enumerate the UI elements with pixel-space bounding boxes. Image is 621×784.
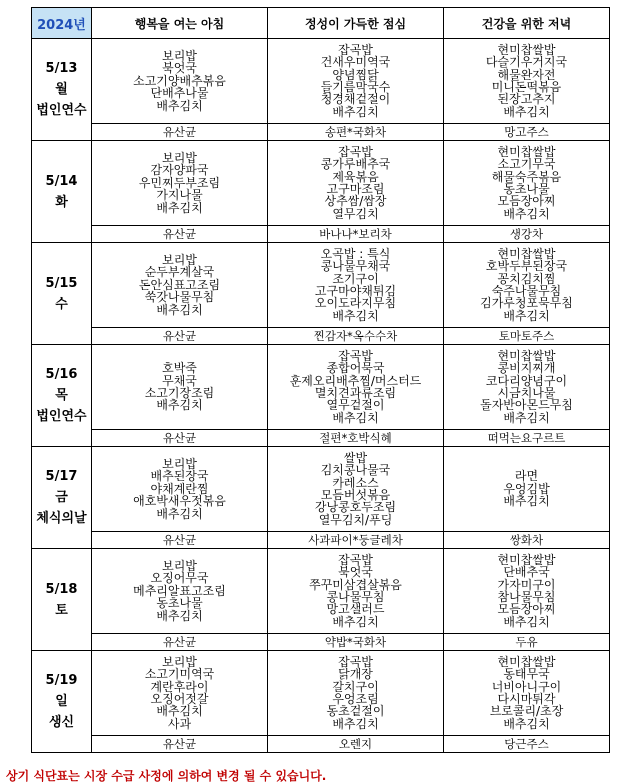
snack-cell: 쌍화차	[444, 532, 610, 549]
snack-cell: 약밥*국화차	[268, 634, 444, 651]
lunch-item: 조기구이	[332, 271, 379, 286]
day-note: 법인연수	[36, 103, 87, 118]
dinner-item: 다슬기우거지국	[485, 55, 568, 70]
breakfast-item: 쑥갓나물무침	[144, 290, 215, 305]
dinner-header: 건강을 위한 저녁	[444, 8, 610, 39]
day-row	[32, 39, 610, 124]
breakfast-item: 계란후라이	[150, 679, 209, 694]
day-weekday: 수	[55, 296, 68, 312]
breakfast-item: 애호박새우젓볶음	[133, 494, 226, 509]
breakfast-item: 배추된장국	[150, 469, 209, 484]
lunch-cell	[268, 243, 444, 328]
breakfast-item: 감자양파국	[150, 163, 209, 178]
lunch-item: 콩가루배추국	[320, 157, 391, 172]
lunch-item: 고구마조림	[326, 182, 385, 196]
dinner-item: 현미찹쌀밥	[497, 348, 556, 363]
dinner-item: 현미찹쌀밥	[497, 552, 556, 567]
lunch-item: 카레소스	[332, 475, 379, 490]
snack-cell: 오렌지	[268, 736, 444, 753]
dinner-item: 배추김치	[503, 716, 550, 731]
snack-cell: 떠먹는요구르트	[444, 430, 610, 447]
lunch-item: 닭개장	[338, 667, 373, 682]
dinner-item: 현미찹쌀밥	[497, 42, 556, 57]
dinner-item: 꽁치김치찜	[497, 271, 556, 286]
dinner-item: 현미찹쌀밥	[497, 246, 556, 261]
lunch-cell	[268, 141, 444, 226]
dinner-item: 시금치나물	[497, 386, 556, 400]
dinner-item: 소고기무국	[497, 157, 556, 172]
day-note: 체식의날	[36, 511, 87, 526]
menu-body	[32, 39, 610, 753]
breakfast-item: 보리밥	[162, 150, 197, 165]
day-row	[32, 345, 610, 430]
lunch-item: 열무김치	[332, 206, 379, 221]
lunch-item: 강낭콩호두조림	[314, 500, 397, 515]
day-date: 5/19	[45, 673, 78, 688]
dinner-item: 너비아니구이	[491, 679, 562, 694]
snack-cell: 유산균	[92, 328, 268, 345]
breakfast-item: 배추김치	[156, 302, 203, 317]
day-row	[32, 243, 610, 328]
breakfast-item: 보리밥	[162, 558, 197, 573]
dinner-item: 모듬장아찌	[497, 194, 556, 209]
lunch-item: 콩나물무채국	[320, 259, 391, 274]
footer-note: 상기 식단표는 시장 수급 사정에 의하여 변경 될 수 있습니다.	[6, 769, 327, 783]
snack-row	[32, 430, 610, 447]
breakfast-item: 단배추나물	[150, 86, 209, 101]
day-note: 생신	[48, 715, 75, 730]
day-row	[32, 141, 610, 226]
lunch-item: 우엉조림	[332, 692, 379, 706]
lunch-item: 쌀밥	[343, 450, 368, 465]
day-cell	[32, 243, 92, 345]
snack-cell: 송편*국화차	[268, 124, 444, 141]
lunch-item: 쭈꾸미삼겹살볶음	[309, 577, 402, 592]
lunch-cell	[268, 651, 444, 736]
breakfast-cell	[92, 549, 268, 634]
dinner-item: 코다리양념구이	[485, 373, 568, 388]
breakfast-item: 무채국	[162, 373, 197, 388]
dinner-item: 숙주나물무침	[491, 284, 562, 298]
breakfast-item: 보리밥	[162, 252, 197, 267]
breakfast-cell	[92, 447, 268, 532]
lunch-item: 배추김치	[332, 308, 379, 323]
day-date: 5/18	[45, 581, 78, 597]
dinner-item: 된장고추지	[497, 92, 556, 107]
lunch-item: 건새우미역국	[320, 55, 391, 70]
dinner-cell	[444, 447, 610, 532]
lunch-item: 들기름막국수	[320, 80, 391, 94]
lunch-item: 망고샐러드	[326, 602, 385, 617]
dinner-item: 동초나물	[503, 182, 550, 196]
breakfast-cell	[92, 141, 268, 226]
lunch-item: 잡곡밥	[338, 552, 373, 567]
breakfast-item: 돈안심표고조림	[138, 277, 221, 292]
dinner-item: 해물숙주볶음	[491, 169, 562, 184]
dinner-cell	[444, 345, 610, 430]
dinner-item: 우엉김밥	[503, 481, 550, 496]
breakfast-cell	[92, 345, 268, 430]
snack-cell: 유산균	[92, 634, 268, 651]
dinner-item: 돌자반아몬드무침	[480, 398, 573, 413]
lunch-item: 김치콩나물국	[320, 463, 391, 478]
snack-cell: 당근주스	[444, 736, 610, 753]
dinner-item: 단배추국	[503, 565, 550, 580]
breakfast-item: 오징어무국	[150, 571, 209, 586]
dinner-item: 배추김치	[503, 104, 550, 119]
lunch-item: 오이도라지무침	[314, 296, 397, 311]
lunch-item: 청경채겉절이	[320, 92, 391, 107]
day-date: 5/15	[45, 275, 78, 291]
day-date: 5/17	[45, 469, 78, 484]
day-weekday: 토	[55, 602, 68, 618]
dinner-item: 배추김치	[503, 308, 550, 323]
breakfast-item: 소고기장조림	[144, 386, 215, 400]
snack-cell: 바나나*보리차	[268, 226, 444, 243]
day-row	[32, 447, 610, 532]
snack-cell: 유산균	[92, 430, 268, 447]
day-cell	[32, 345, 92, 447]
day-cell	[32, 141, 92, 243]
lunch-item: 훈제오리배추찜/머스터드	[289, 373, 422, 388]
dinner-item: 배추김치	[503, 206, 550, 221]
day-weekday: 화	[55, 194, 68, 210]
dinner-item: 브로콜리/초장	[489, 704, 564, 719]
dinner-item: 참나물무침	[497, 590, 556, 604]
snack-cell: 유산균	[92, 532, 268, 549]
dinner-item: 배추김치	[503, 614, 550, 629]
snack-row	[32, 328, 610, 345]
day-cell	[32, 549, 92, 651]
lunch-item: 배추김치	[332, 104, 379, 119]
year-header: 2024년	[32, 8, 92, 39]
day-cell	[32, 447, 92, 549]
breakfast-item: 배추김치	[156, 704, 203, 719]
lunch-cell	[268, 549, 444, 634]
lunch-item: 열무겉절이	[326, 398, 385, 413]
breakfast-cell	[92, 39, 268, 124]
breakfast-item: 배추김치	[156, 608, 203, 623]
snack-cell: 토마토주스	[444, 328, 610, 345]
lunch-item: 상추쌈/쌈장	[324, 194, 387, 209]
snack-cell: 절편*호박식혜	[268, 430, 444, 447]
breakfast-item: 배추김치	[156, 98, 203, 113]
snack-cell: 사과파이*둥글레차	[268, 532, 444, 549]
lunch-item: 멸치견과류조림	[314, 386, 397, 400]
snack-row	[32, 226, 610, 243]
snack-cell: 유산균	[92, 124, 268, 141]
day-weekday: 금	[55, 490, 68, 505]
lunch-item: 잡곡밥	[338, 654, 373, 669]
dinner-item: 배추김치	[503, 410, 550, 425]
dinner-item: 호박두부된장국	[485, 259, 568, 274]
day-row	[32, 549, 610, 634]
lunch-item: 배추김치	[332, 716, 379, 731]
dinner-item: 동태무국	[503, 667, 550, 682]
snack-cell: 찐감자*옥수수차	[268, 328, 444, 345]
lunch-item: 고구마야채튀김	[314, 284, 397, 298]
dinner-item: 미니돈떡볶음	[491, 80, 562, 94]
dinner-item: 배추김치	[503, 494, 550, 509]
day-date: 5/14	[45, 173, 78, 189]
day-weekday: 일	[55, 694, 68, 709]
breakfast-item: 소고기양배추볶음	[133, 73, 226, 88]
lunch-item: 동초겉절이	[326, 704, 385, 719]
lunch-item: 제육볶음	[332, 169, 379, 184]
breakfast-item: 배추김치	[156, 506, 203, 521]
dinner-item: 콩비지찌개	[497, 361, 556, 376]
breakfast-item: 소고기미역국	[144, 667, 215, 682]
day-row	[32, 651, 610, 736]
dinner-cell	[444, 39, 610, 124]
dinner-item: 다시마튀각	[497, 692, 556, 706]
lunch-item: 잡곡밥	[338, 144, 373, 159]
snack-cell: 두유	[444, 634, 610, 651]
weekly-meal-table	[31, 7, 610, 753]
breakfast-item: 보리밥	[162, 48, 197, 63]
breakfast-item: 우민찌두부조림	[138, 175, 221, 190]
lunch-item: 모듬버섯볶음	[320, 488, 391, 502]
lunch-item: 열무김치/푸딩	[318, 512, 393, 527]
dinner-item: 모듬장아찌	[497, 602, 556, 617]
day-note: 법인연수	[36, 409, 87, 424]
lunch-item: 북엇국	[338, 565, 373, 580]
breakfast-item: 보리밥	[162, 456, 197, 471]
dinner-cell	[444, 141, 610, 226]
lunch-item: 잡곡밥	[338, 42, 373, 57]
day-date: 5/16	[45, 367, 78, 382]
breakfast-item: 사과	[167, 716, 192, 731]
dinner-item: 라면	[514, 469, 539, 484]
snack-row	[32, 736, 610, 753]
breakfast-item: 메추리알표고조림	[133, 583, 226, 598]
breakfast-item: 호박죽	[162, 361, 197, 376]
day-weekday: 목	[55, 388, 68, 403]
lunch-item: 콩나물무침	[326, 590, 385, 604]
snack-cell: 유산균	[92, 226, 268, 243]
dinner-cell	[444, 651, 610, 736]
table-header-row	[32, 8, 610, 39]
lunch-cell	[268, 345, 444, 430]
lunch-cell	[268, 39, 444, 124]
breakfast-cell	[92, 243, 268, 328]
dinner-item: 현미찹쌀밥	[497, 144, 556, 159]
breakfast-header: 행복을 여는 아침	[92, 8, 268, 39]
lunch-item: 양념찜닭	[332, 67, 379, 82]
dinner-item: 해물완자전	[497, 67, 556, 82]
breakfast-item: 순두부계살국	[144, 265, 215, 280]
snack-row	[32, 124, 610, 141]
breakfast-item: 보리밥	[162, 654, 197, 669]
breakfast-item: 오징어젓갈	[150, 692, 209, 706]
lunch-item: 배추김치	[332, 410, 379, 425]
lunch-header: 정성이 가득한 점심	[268, 8, 444, 39]
day-cell	[32, 39, 92, 141]
lunch-cell	[268, 447, 444, 532]
lunch-item: 배추김치	[332, 614, 379, 629]
breakfast-item: 배추김치	[156, 200, 203, 215]
breakfast-item: 가지나물	[156, 188, 203, 203]
lunch-item: 갈치구이	[332, 679, 379, 694]
snack-row	[32, 634, 610, 651]
day-cell	[32, 651, 92, 753]
lunch-item: 잡곡밥	[338, 348, 373, 363]
breakfast-item: 동초나물	[156, 596, 203, 611]
breakfast-item: 야채계란찜	[150, 481, 209, 496]
dinner-cell	[444, 243, 610, 328]
snack-cell: 망고주스	[444, 124, 610, 141]
snack-cell: 유산균	[92, 736, 268, 753]
snack-row	[32, 532, 610, 549]
day-date: 5/13	[45, 61, 78, 76]
lunch-item: 오곡밥 : 특식	[320, 246, 391, 261]
breakfast-item: 배추김치	[156, 398, 203, 413]
dinner-item: 가자미구이	[497, 577, 556, 592]
day-weekday: 월	[55, 82, 68, 97]
snack-cell: 생강차	[444, 226, 610, 243]
breakfast-item: 북엇국	[162, 61, 197, 76]
dinner-cell	[444, 549, 610, 634]
dinner-item: 현미찹쌀밥	[497, 654, 556, 669]
dinner-item: 김가루청포묵무침	[480, 296, 573, 311]
breakfast-cell	[92, 651, 268, 736]
lunch-item: 종합어묵국	[326, 361, 385, 376]
